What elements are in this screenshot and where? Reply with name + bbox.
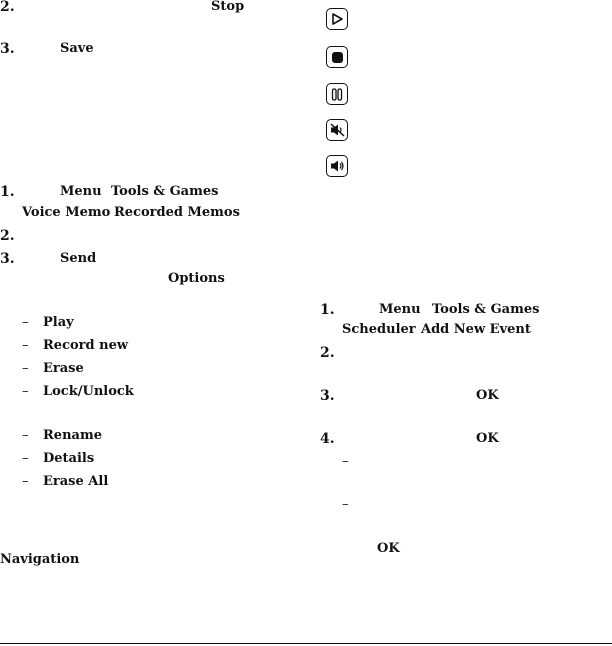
option-lock-unlock: Lock/Unlock: [43, 384, 134, 399]
list-bullet: –: [22, 428, 29, 443]
footer-rule: [0, 643, 612, 644]
step-3-number: 3.: [0, 41, 15, 57]
voice-memo-keyword: Voice Memo: [22, 205, 111, 220]
ok-keyword-step4: OK: [476, 431, 499, 446]
option-details: Details: [43, 451, 95, 466]
tools-games-keyword: Tools & Games: [111, 184, 219, 199]
right-step-1-number: 1.: [320, 302, 335, 318]
option-erase-all: Erase All: [43, 474, 109, 489]
right-menu-keyword: Menu: [379, 302, 421, 317]
scheduler-keyword: Scheduler: [342, 322, 416, 337]
option-play: Play: [43, 315, 74, 330]
right-tools-games-keyword: Tools & Games: [432, 302, 540, 317]
list-bullet: –: [342, 454, 349, 469]
list-bullet: –: [22, 451, 29, 466]
add-new-event-keyword: Add New Event: [421, 322, 531, 337]
list-bullet: –: [22, 384, 29, 399]
play-icon: [326, 8, 348, 30]
list-bullet: –: [22, 361, 29, 376]
option-rename: Rename: [43, 428, 102, 443]
step-2-number: 2.: [0, 0, 15, 15]
option-erase: Erase: [43, 361, 84, 376]
step-3b-number: 3.: [0, 251, 15, 267]
step-2b-number: 2.: [0, 228, 15, 244]
stop-keyword: Stop: [211, 0, 245, 14]
option-record-new: Record new: [43, 338, 129, 353]
list-bullet: –: [342, 497, 349, 512]
send-keyword: Send: [60, 251, 97, 266]
right-step-4-number: 4.: [320, 431, 335, 447]
right-step-2-number: 2.: [320, 345, 335, 361]
ok-keyword-bottom: OK: [377, 541, 400, 556]
mute-icon: [326, 119, 348, 141]
list-bullet: –: [22, 338, 29, 353]
ok-keyword-step3: OK: [476, 388, 499, 403]
right-step-3-number: 3.: [320, 388, 335, 404]
step-1-number: 1.: [0, 184, 15, 200]
list-bullet: –: [22, 315, 29, 330]
recorded-memos-keyword: Recorded Memos: [114, 205, 240, 220]
save-keyword: Save: [60, 41, 94, 56]
pause-icon: [326, 83, 348, 105]
options-keyword: Options: [168, 271, 225, 286]
menu-keyword: Menu: [60, 184, 102, 199]
stop-icon: [326, 46, 348, 68]
navigation-keyword: Navigation: [0, 552, 80, 567]
speaker-icon: [326, 155, 348, 177]
list-bullet: –: [22, 474, 29, 489]
